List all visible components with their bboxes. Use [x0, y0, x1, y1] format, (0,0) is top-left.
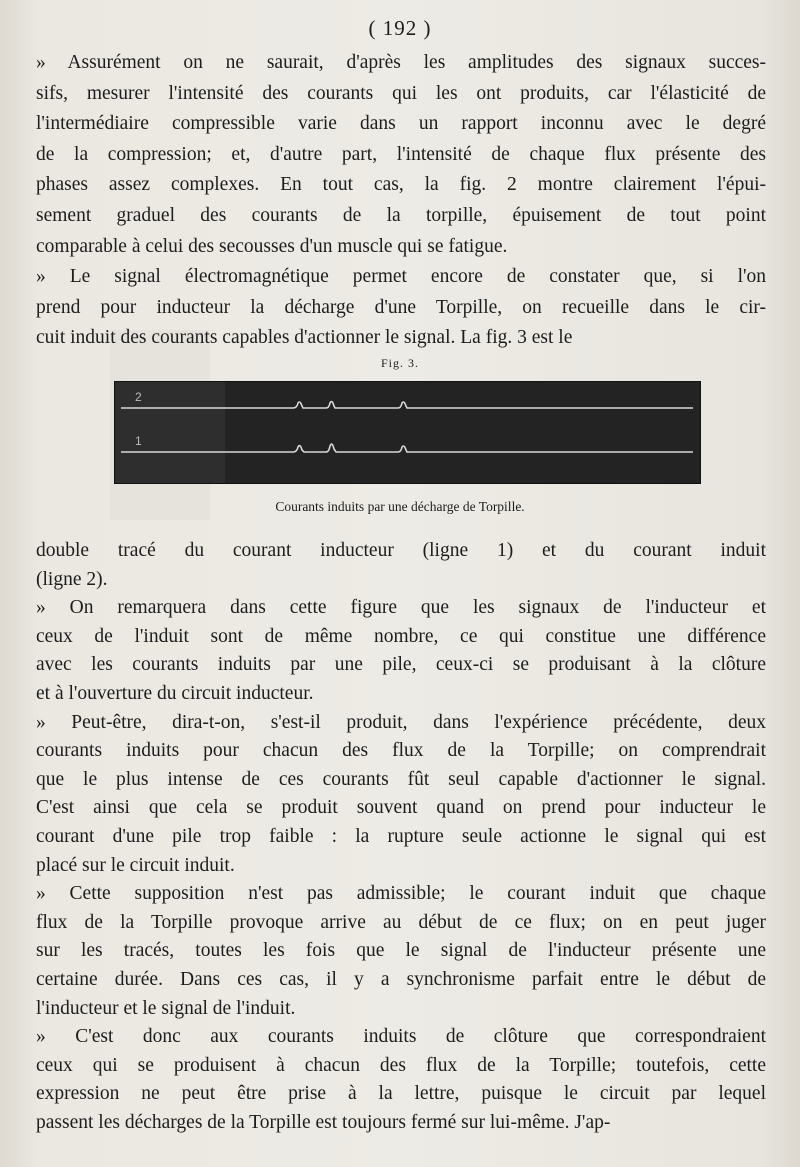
paragraph — [36, 709, 766, 881]
page-number: ( 192 ) — [368, 16, 432, 40]
figure-traces — [115, 382, 700, 483]
paragraph — [36, 594, 766, 708]
text-line: certaine durée. Dans ces cas, il y a synchronisme parfait entre le début de — [36, 968, 766, 990]
text-line: phases assez complexes. En tout cas, la fig. 2 montre clairement l'épui- — [36, 174, 766, 196]
figure-caption: Courants induits par une décharge de Torpille. — [275, 499, 525, 514]
trace-label-2: 2 — [135, 390, 142, 404]
trace-label-1: 1 — [135, 434, 142, 448]
text-line: » Peut-être, dira-t-on, s'est-il produit, dans l'expérience précédente, deux — [36, 711, 766, 733]
text-line: flux de la Torpille provoque arrive au début de ce flux; on en peut juger — [36, 911, 766, 933]
figure-label: Fig. 3. — [380, 356, 419, 370]
text-line: (ligne 2). — [36, 568, 108, 590]
text-line: courants induits pour chacun des flux de la Torpille; on comprendrait — [36, 740, 766, 762]
text-line: que le plus intense de ces courants fût seul capable d'actionner le signal. — [36, 768, 766, 790]
paragraph — [36, 48, 766, 262]
figure-trace-plate — [114, 381, 701, 484]
text-line: courant d'une pile trop faible : la rupture seule actionne le signal qui est — [36, 825, 766, 847]
text-line: prend pour inducteur la décharge d'une Torpille, on recueille dans le cir- — [36, 296, 766, 318]
text-line: sement graduel des courants de la torpille, épuisement de tout point — [36, 204, 766, 226]
paragraph — [36, 880, 766, 1023]
text-line: » Assurément on ne saurait, d'après les amplitudes des signaux succes- — [36, 52, 766, 73]
text-line: double tracé du courant inducteur (ligne 1) et du courant induit — [36, 540, 766, 561]
text-line: passent les décharges de la Torpille est toujours fermé sur lui-même. J'ap- — [36, 1111, 611, 1133]
text-line: sur les tracés, toutes les fois que le signal de l'inducteur présente une — [36, 940, 766, 962]
text-line: l'intermédiaire compressible varie dans un rapport inconnu avec le degré — [36, 113, 766, 135]
text-line: » On remarquera dans cette figure que les signaux de l'inducteur et — [36, 597, 766, 619]
paragraph — [36, 537, 766, 594]
text-line: cuit induit des courants capables d'actionner le signal. La fig. 3 est le — [36, 327, 573, 349]
text-line: ceux qui se produisent à chacun des flux de la Torpille; toutefois, cette — [36, 1054, 766, 1076]
paragraph — [36, 1023, 766, 1137]
text-line: sifs, mesurer l'intensité des courants qui les ont produits, car l'élasticité de — [36, 82, 766, 104]
text-line: » C'est donc aux courants induits de clôture que correspondraient — [36, 1026, 766, 1048]
text-line: de la compression; et, d'autre part, l'intensité de chaque flux présente des — [36, 143, 766, 165]
text-line: avec les courants induits par une pile, ceux-ci se produisant à la clôture — [36, 654, 766, 676]
text-line: expression ne peut être prise à la lettre, puisque le circuit par lequel — [36, 1083, 766, 1105]
paragraph — [36, 262, 766, 354]
text-line: l'inducteur et le signal de l'induit. — [36, 997, 296, 1019]
text-line: placé sur le circuit induit. — [36, 854, 235, 876]
text-line: comparable à celui des secousses d'un muscle qui se fatigue. — [36, 235, 508, 257]
text-line: » Le signal électromagnétique permet encore de constater que, si l'on — [36, 266, 766, 288]
text-line: et à l'ouverture du circuit inducteur. — [36, 682, 314, 704]
text-line: ceux de l'induit sont de même nombre, ce qui constitue une différence — [36, 625, 766, 647]
text-line: C'est ainsi que cela se produit souvent quand on prend pour inducteur le — [36, 797, 766, 819]
text-line: » Cette supposition n'est pas admissible; le courant induit que chaque — [36, 883, 766, 905]
